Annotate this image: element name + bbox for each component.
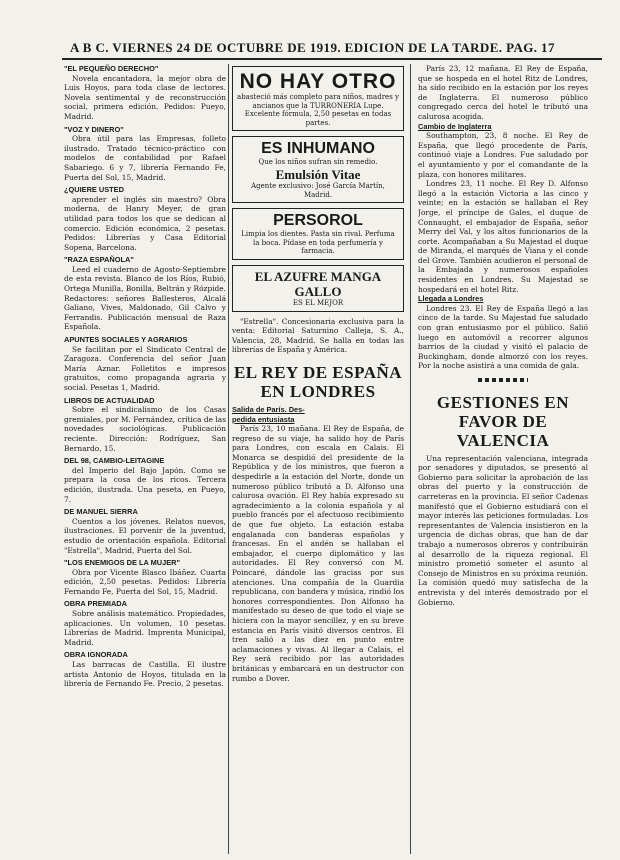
ad-es-inhumano (232, 136, 404, 203)
ad-text: abasteció más completo para niños, madres y ancianos que la TURRONERIA Lupe. Excelente fórmula, 2,50 pesetas en todas partes. (237, 93, 399, 127)
item-title: "LOS ENEMIGOS DE LA MUJER" (64, 558, 180, 568)
section-divider (418, 375, 588, 385)
classified-item (64, 64, 226, 122)
item-body: aprender el inglés sin maestro? Obra moderna, de Hanry Meyer, de gran utilidad para todos los que se dedican al comercio. Edición económica, 2 pesetas. Pedidos: Librerías y Casa Editorial Sopena, Barcelona. (64, 194, 226, 252)
column-center (232, 64, 404, 854)
ad-text: ES EL MEJOR (292, 298, 344, 307)
item-body: Leed el cuaderno de Agosto-Septiembre de esta revista. Blanco de los Ríos, Rubió, Ortega Munilla, Bonilla, Beltrán y Rózpide. Redactores: señores Ballesteros, Alcalá Galiano, Vives, Maldonado, Gil Calvo y Ferrandis. Publicación mensual de Raza Española. (64, 264, 226, 332)
classified-item (64, 507, 226, 555)
classified-item (64, 125, 226, 183)
column-divider (410, 64, 411, 854)
item-body: Se facilitan por el Sindicato Central de Zaragoza. Conferencia del señor Juan María Aznar. Folletitos e impresos gratuitos, como propaganda agraria y social. Pesetas 1, Madrid. (64, 344, 226, 392)
item-body: Obra por Vicente Blasco Ibáñez. Cuarta edición, 2,50 pesetas. Pedidos: Librería Fernando Fe, Puerta del Sol, 15, Madrid. (64, 567, 226, 596)
classified-item (64, 456, 226, 504)
ad-headline: PERSOROL (273, 212, 363, 230)
article-headline: GESTIONES EN FAVOR DE VALENCIA (436, 392, 570, 450)
column-left-ads (64, 64, 226, 854)
item-body: del Imperio del Bajo Japón. Como se prepara la cosa de los ricos. Tercera edición, ilustrada. Una peseta, en Pueyo, 7. (64, 465, 226, 504)
ad-text: Agente exclusivo: José García Martín, Madrid. (251, 181, 385, 199)
item-title: ¿QUIERE USTED (64, 185, 124, 195)
classified-item (64, 335, 226, 393)
item-title: "RAZA ESPAÑOLA" (64, 255, 134, 265)
ad-no-hay-otro (232, 66, 404, 131)
classified-item (64, 255, 226, 332)
ad-product: Emulsión Vitae (275, 166, 361, 182)
classified-item (64, 558, 226, 596)
page-header: A B C. VIERNES 24 DE OCTUBRE DE 1919. EDICION DE LA TARDE. PAG. 17 (70, 40, 555, 55)
article-body: Una representación valenciana, integrada por senadores y diputados, se presentó al Gobierno para solicitar la aprobación de las obras del puerto y la construcción de carreteras en la provincia. El señor Cadenas manifestó que el Gobierno estudiará con el mayor interés las peticiones formuladas. Los representantes de Valencia insistieron en la urgencia de dichas obras, que han de dar trabajo a numerosos obreros y contribuirán al desarrollo de la riqueza regional. El ministro prometió someter el asunto al Consejo de Ministros en su próxima reunión. La comisión quedó muy satisfecha de la entrevista y del interés demostrado por el Gobierno. (418, 453, 588, 607)
ad-text: Limpia los dientes. Pasta sin rival. Perfuma la boca. Pídase en toda perfumería y farmacia. (241, 230, 395, 256)
article-body: París 23, 12 mañana. El Rey de España, que se hospeda en el hotel Ritz de Londres, ha sido recibido en la estación por los reyes de Inglaterra. El numeroso público congregado cerca del hotel le tributó una calurosa acogida. (418, 64, 588, 121)
notice-text: "Estrella". Concesionaria exclusiva para la venta: Editorial Saturnino Calleja, S. A., Valencia, 28, Madrid. Se halla en todas las librerías de España y América. (232, 316, 404, 355)
article-body: Londres 23. El Rey de España llegó a las cinco de la tarde. Su Majestad fue saludado con gran entusiasmo por el público. Salió luego en automóvil a recorrer algunos barrios de la ciudad y visitó el palacio de Buckingham, donde almorzó con los reyes. Por la noche asistirá a una comida de gala. (418, 303, 588, 371)
classified-item (64, 599, 226, 647)
article-body: Southampton, 23, 8 noche. El Rey de España, que llegó procedente de París, continuó viaje a Londres. Fue saludado por el ayuntamiento y por el comandante de la plaza, con honores militares. (418, 131, 588, 179)
column-right (418, 64, 588, 854)
classified-item (64, 650, 226, 688)
header-rule (62, 58, 602, 60)
classified-item (64, 185, 226, 252)
article-subheading: pedida entusiasta (232, 414, 295, 424)
item-title: DEL 98, CAMBIO-LEITAGINE (64, 456, 165, 466)
item-title: OBRA IGNORADA (64, 650, 128, 660)
article-subheading: Salida de París. Des- (232, 404, 305, 414)
article-body: Londres 23, 11 noche. El Rey D. Alfonso llegó a la estación Victoria a las cinco y veinte; en la estación se hallaban el Rey Jorge, el príncipe de Gales, el duque de Connaught, el embajador de España, señor Merry del Val, y los altos funcionarios de la corte. Acompañaban a Su Majestad el duque de Miranda, el marqués de Viana y el conde del Grove. También acudieron el personal de la Embajada y numerosos españoles residentes en Londres. Su Majestad se hospedará en el hotel Ritz. (418, 179, 588, 294)
item-body: Obra útil para las Empresas, folleto ilustrado. Tratado técnico-práctico con modelos de contabilidad por Rafael Sabariego. 6 y 7, librería Fernando Fe, Puerta del Sol, 15, Madrid. (64, 134, 226, 182)
item-title: LIBROS DE ACTUALIDAD (64, 395, 155, 405)
article-subheading: Cambio de Inglaterra (418, 121, 492, 131)
ad-headline: ES INHUMANO (261, 140, 375, 158)
ad-headline: EL AZUFRE MANGA GALLO (254, 268, 382, 299)
article-subheading: Llegada a Londres (418, 294, 484, 304)
item-body: Sobre el sindicalismo de los Casas gremiales, por M. Fernández, crítica de las novedades sociológicas. Publicación reciente. Dirección: Rodríguez, San Bernardo, 15. (64, 405, 226, 453)
ad-persorol (232, 208, 404, 260)
item-body: Novela encantadora, la mejor obra de Luis Hoyos, para toda clase de lectores. Novela sentimental y de reconstrucción social, primera edición. Pedidos: Pueyo, Madrid. (64, 73, 226, 121)
article-headline: EL REY DE ESPAÑA EN LONDRES (233, 362, 403, 401)
ad-headline: NO HAY OTRO (239, 70, 397, 93)
item-body: Sobre análisis matemático. Propiedades, aplicaciones. Un volumen, 10 pesetas. Librerías de Madrid. Imprenta Municipal, Madrid. (64, 609, 226, 647)
item-body: Cuentos a los jóvenes. Relatos nuevos, ilustraciones. El porvenir de la juventud, estudio de orientación española. Editorial "Estrella", Madrid, Puerta del Sol. (64, 516, 226, 555)
article-body: París 23, 10 mañana. El Rey de España, de regreso de su viaje, ha salido hoy de París para Londres, con escala en Calais. El Monarca se despidió del presidente de la República y de los ministros, que fueron a despedirle a la estación del Norte, donde un numeroso público tributó a D. Alfonso una calurosa ovación. El Rey había expresado su agradecimiento a la colonia española y al pueblo francés por el afectuoso recibimiento de que fue objeto. La estación estaba engalanada con banderas españolas y francesas. En el andén se hallaban el embajador, el cuerpo diplomático y las autoridades. El Rey conversó con M. Poincaré, dándole las gracias por sus atenciones. Una compañía de la Guardia republicana, con bandera y música, rindió los honores correspondientes. Don Alfonso ha manifestado su deseo de que todo el viaje se hiciera con la mayor sencillez, y en su breve estancia en París visitó diversos centros. El tren salió a las diez en punto entre aclamaciones y vivas. Al llegar a Calais, el Rey será recibido por las autoridades británicas y embarcará en un destructor con rumbo a Dover. (232, 424, 404, 683)
item-body: Las barracas de Castilla. El ilustre artista Antonio de Hoyos, titulada en la librería de Fernando Fe. Precio, 2 pesetas. (64, 660, 226, 689)
item-title: DE MANUEL SIERRA (64, 507, 138, 517)
item-title: "EL PEQUEÑO DERECHO" (64, 64, 159, 73)
ad-azufre (232, 265, 404, 312)
item-title: "VOZ Y DINERO" (64, 124, 124, 134)
column-divider (228, 64, 229, 854)
classified-item (64, 396, 226, 454)
ad-text: Que los niños sufran sin remedio. (258, 158, 378, 167)
item-title: APUNTES SOCIALES Y AGRARIOS (64, 335, 188, 345)
item-title: OBRA PREMIADA (64, 599, 127, 609)
